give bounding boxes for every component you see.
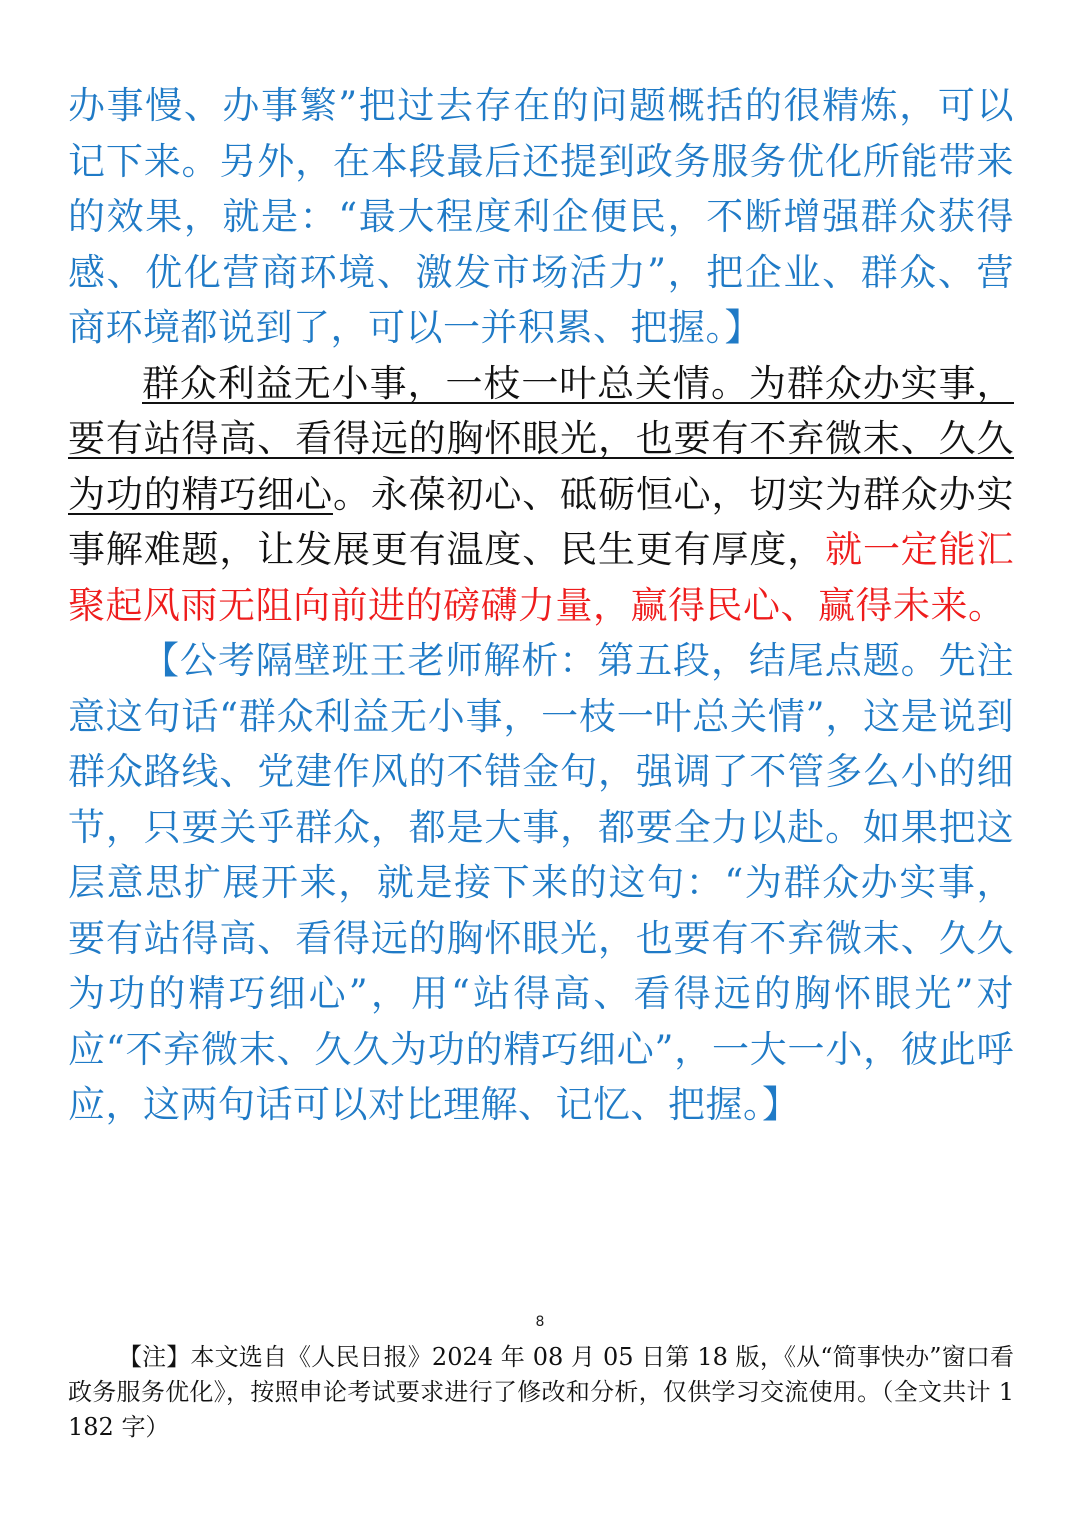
analysis-paragraph-continued: 办事慢、办事繁”把过去存在的问题概括的很精炼，可以记下来。另外，在本段最后还提到政务服务优化所能带来的效果，就是：“最大程度利企便民，不断增强群众获得感、优化营商环境、激发市场活力”，把企业、群众、营商环境都说到了，可以一并积累、把握。】	[68, 84, 1014, 349]
body-sentence: 。永葆初心、砥砺恒心，切实为群众办实事解难题，让发展更有温度、民生更有厚度，	[68, 472, 1015, 571]
highlighted-conclusion: 就一定能汇聚起风雨无阻向前进的磅礴力量，赢得民心、赢得未来。	[68, 528, 1015, 627]
body-paragraph-5	[68, 356, 1014, 634]
page-number: 8	[535, 1314, 545, 1330]
underlined-key-sentence: 群众利益无小事，一枝一叶总关情。为群众办实事，要有站得高、看得远的胸怀眼光，也要有不弃微末、久久为功的精巧细心	[68, 361, 1014, 516]
document-body	[68, 78, 1014, 1133]
footnote: 【注】本文选自《人民日报》2024 年 08 月 05 日第 18 版，《从“简事快办”窗口看政务服务优化》，按照申论考试要求进行了修改和分析，仅供学习交流使用。（全文共计 1182 字）	[68, 1343, 1014, 1441]
analysis-paragraph-5: 【公考隔壁班王老师解析：第五段，结尾点题。先注意这句话“群众利益无小事，一枝一叶总关情”，这是说到群众路线、党建作风的不错金句，强调了不管多么小的细节，只要关乎群众，都是大事，都要全力以赴。如果把这层意思扩展开来，就是接下来的这句：“为群众办实事，要有站得高、看得远的胸怀眼光，也要有不弃微末、久久为功的精巧细心”，用“站得高、看得远的胸怀眼光”对应“不弃微末、久久为功的精巧细心”，一大一小，彼此呼应，这两句话可以对比理解、记忆、把握。】	[68, 639, 1014, 1126]
